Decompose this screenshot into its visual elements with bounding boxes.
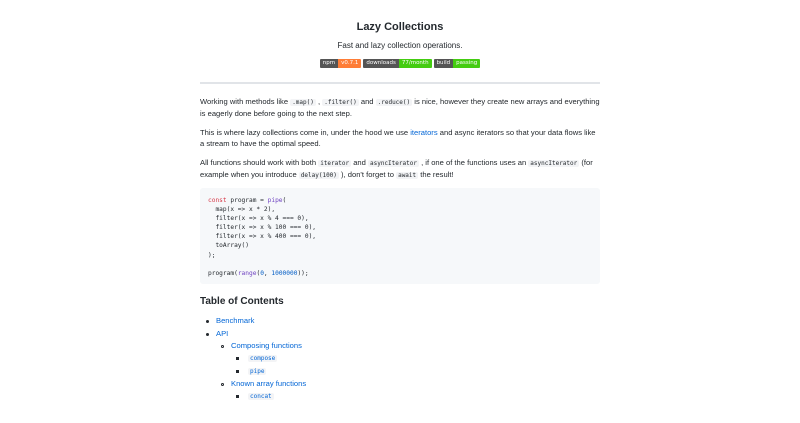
code-line-1: program = xyxy=(226,197,268,204)
known-array-functions-link[interactable]: Known array functions xyxy=(231,379,307,388)
npm-badge-label: npm xyxy=(320,59,338,68)
code-line-7: ); xyxy=(208,251,216,259)
circle-bullet-icon xyxy=(221,345,224,348)
concat-link[interactable]: concat xyxy=(250,393,272,400)
filter-code: .filter() xyxy=(324,99,357,106)
code-line-3: filter(x => x % 4 === 0), xyxy=(208,215,309,223)
code-range-fn: range xyxy=(237,269,257,277)
iterator-code: iterator xyxy=(320,160,350,167)
downloads-badge[interactable] xyxy=(363,59,431,68)
p1-text-c: and xyxy=(358,97,376,106)
p3-text-b: and xyxy=(351,158,368,167)
p1-text-a: Working with methods like xyxy=(200,97,291,106)
square-bullet-icon xyxy=(236,357,239,360)
composing-functions-link[interactable]: Composing functions xyxy=(231,341,302,350)
code-line-6: toArray() xyxy=(208,242,249,250)
intro-paragraph-1 xyxy=(200,96,600,119)
page-tagline: Fast and lazy collection operations. xyxy=(337,41,463,50)
toc-item-benchmark xyxy=(206,316,254,325)
code-line-9: program( xyxy=(208,269,238,277)
p3-text-c: , if one of the functions uses an xyxy=(418,158,529,167)
code-line-9-end: )); xyxy=(297,269,309,277)
page-title: Lazy Collections xyxy=(356,21,444,33)
map-code: .map() xyxy=(292,99,314,106)
code-num-1000000: 1000000 xyxy=(271,269,298,277)
p3-text-e: ), don't forget to xyxy=(338,170,397,179)
toc-heading: Table of Contents xyxy=(200,296,284,307)
code-line-9-paren: ( xyxy=(256,269,261,277)
toc-item-composing xyxy=(221,341,302,350)
iterators-link[interactable]: iterators xyxy=(410,128,438,137)
async-iterator-code-2: asyncIterator xyxy=(530,160,578,167)
build-badge[interactable] xyxy=(434,59,481,68)
code-example xyxy=(200,188,600,284)
intro-paragraph-2 xyxy=(200,127,600,149)
toc-item-pipe xyxy=(236,366,266,375)
p1-text-b: , xyxy=(315,97,323,106)
toc-item-concat xyxy=(236,391,274,400)
badge-row xyxy=(0,59,800,68)
delay-code: delay(100) xyxy=(300,172,337,179)
toc-item-compose xyxy=(236,353,277,362)
toc-item-api xyxy=(206,329,228,338)
code-line-1-end: ( xyxy=(282,197,287,204)
code-line-4: filter(x => x % 100 === 0), xyxy=(208,224,317,232)
p3-text-a: All functions should work with both xyxy=(200,158,319,167)
header-divider xyxy=(200,82,600,84)
p3-text-d: (for example when you introduce xyxy=(200,158,593,179)
p1-text-d: is nice, however they create new arrays and everything is eagerly done before going to the next step. xyxy=(200,97,600,118)
build-badge-value: passing xyxy=(453,59,480,68)
async-iterator-code: asyncIterator xyxy=(369,160,417,167)
build-badge-label: build xyxy=(434,59,454,68)
intro-paragraph-3 xyxy=(200,157,600,181)
code-line-9-comma: , xyxy=(263,269,272,277)
await-code: await xyxy=(398,172,417,179)
code-line-5: filter(x => x % 400 === 0), xyxy=(208,233,317,241)
disc-bullet-icon xyxy=(206,333,209,336)
downloads-badge-label: downloads xyxy=(363,59,398,68)
code-line-2: map(x => x * 2), xyxy=(208,206,276,214)
compose-link[interactable]: compose xyxy=(250,355,276,362)
circle-bullet-icon xyxy=(221,383,224,386)
api-link[interactable]: API xyxy=(216,329,229,338)
p2-text-b: and async iterators so that your data flows like a stream to have the optimal speed. xyxy=(200,128,596,148)
pipe-link[interactable]: pipe xyxy=(250,368,265,375)
downloads-badge-value: 77/month xyxy=(399,59,432,68)
code-num-0: 0 xyxy=(260,269,264,277)
code-pipe-fn: pipe xyxy=(267,197,283,204)
p2-text-a: This is where lazy collections come in, under the hood we use xyxy=(200,128,411,137)
npm-badge[interactable] xyxy=(320,59,362,68)
reduce-code: .reduce() xyxy=(377,99,411,106)
benchmark-link[interactable]: Benchmark xyxy=(216,316,255,325)
square-bullet-icon xyxy=(236,370,239,373)
toc-item-known-array xyxy=(221,379,306,388)
code-const-keyword: const xyxy=(208,197,227,204)
p3-text-f: the result! xyxy=(418,170,454,179)
square-bullet-icon xyxy=(236,395,239,398)
npm-badge-value: v0.7.1 xyxy=(338,59,361,68)
disc-bullet-icon xyxy=(206,320,209,323)
